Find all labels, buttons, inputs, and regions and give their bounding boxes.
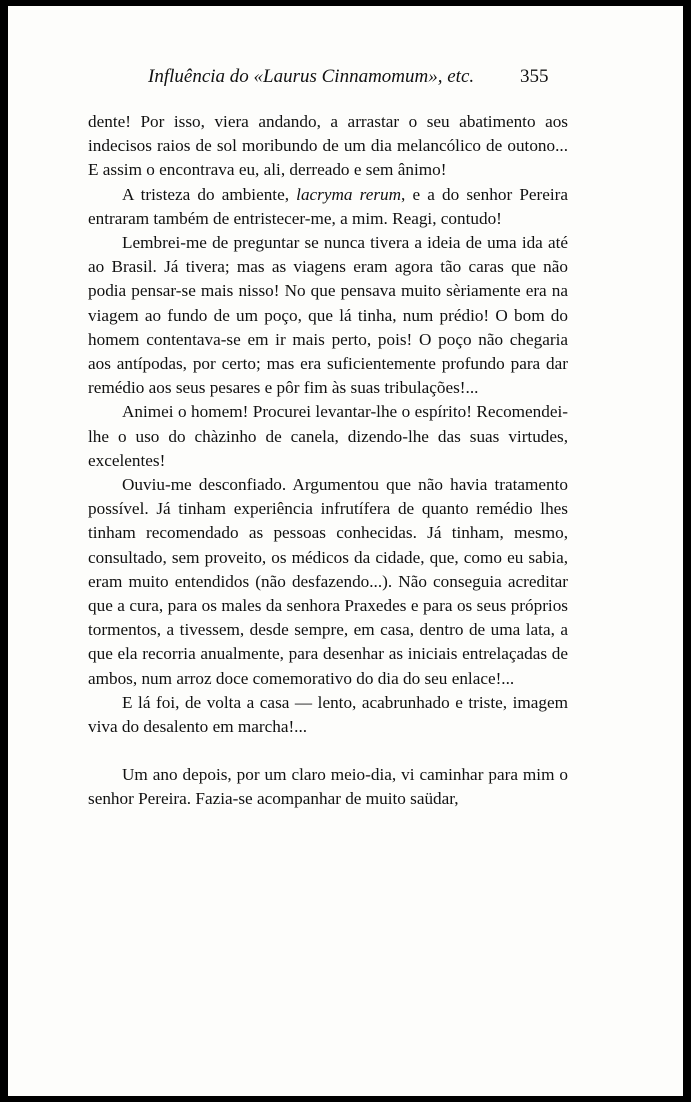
paragraph-3: Lembrei-me de preguntar se nunca tivera a ideia de uma ida até ao Brasil. Já tivera; mas as viagens eram agora tão caras que não podia pensar-se mais nisso! No que pensava muito sèriamente era na viagem ao fundo de um poço, que lá tinha, num prédio! O bom do homem contentava-se em ir mais perto, pois! O poço não chegaria aos antípodas, por certo; mas era suficientemente profundo para dar remédio aos seus pesares e pôr fim às suas tribulações!... — [88, 233, 568, 398]
book-page — [8, 6, 683, 1096]
body-text — [88, 110, 568, 812]
paragraph-2-start: A tristeza do ambiente, — [122, 184, 297, 204]
page-number: 355 — [520, 66, 549, 87]
page-header — [8, 66, 683, 96]
paragraph-1: dente! Por isso, viera andando, a arrastar o seu abatimento aos indecisos raios de sol moribundo de um dia melancólico de outono... E assim o encontrava eu, ali, derreado e sem ânimo! — [88, 112, 568, 180]
paragraph-6: E lá foi, de volta a casa — lento, acabrunhado e triste, imagem viva do desalento em marcha!... — [88, 692, 568, 737]
latin-phrase: lacryma rerum — [296, 184, 402, 204]
paragraph-7: Um ano depois, por um claro meio-dia, vi caminhar para mim o senhor Pereira. Fazia-se acompanhar de muito saüdar, — [88, 765, 568, 809]
paragraph-4: Animei o homem! Procurei levantar-lhe o espírito! Recomendei-lhe o uso do chàzinho de canela, dizendo-lhe das suas virtudes, excelentes! — [88, 402, 568, 470]
paragraph-2-end: , e a do senhor Pereira entraram também de entristecer-me, a mim. Reagi, contudo! — [88, 184, 568, 228]
running-title: Influência do «Laurus Cinnamomum», etc. — [148, 66, 475, 87]
paragraph-5: Ouviu-me desconfiado. Argumentou que não havia tratamento possível. Já tinham experiência infrutífera de quanto remédio lhes tinham recomendado as pessoas conhecidas. Já tinham, mesmo, consultado, sem proveito, os médicos da cidade, que, como eu sabia, eram muito entendidos (não desfazendo...). Não conseguia acreditar que a cura, para os males da senhora Praxedes e para os seus próprios tormentos, a tivessem, desde sempre, em casa, dentro de uma lata, a que ela recorria anualmente, para desenhar as iniciais entrelaçadas de ambos, num arroz doce comemorativo do dia do seu enlace!... — [88, 475, 568, 688]
paragraph-2 — [88, 183, 568, 231]
